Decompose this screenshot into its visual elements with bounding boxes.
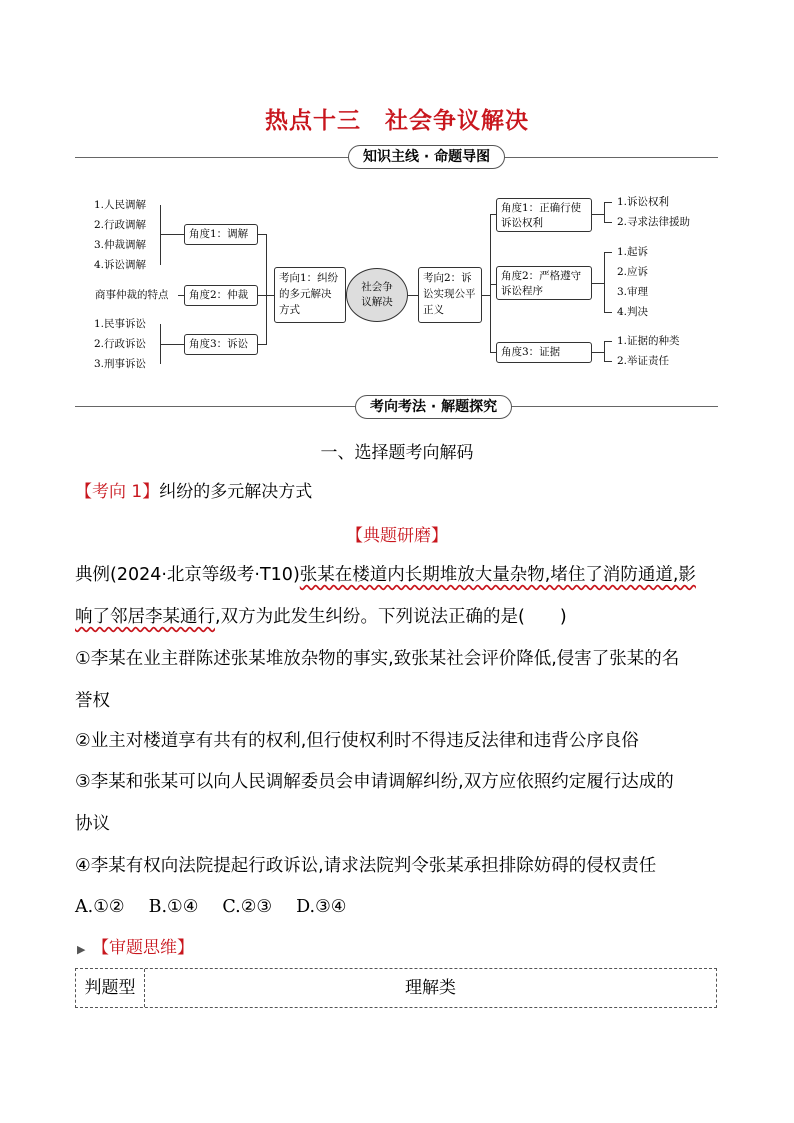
mindmap-item: 1.起诉 — [617, 246, 649, 258]
choices-row — [75, 886, 346, 928]
question-stem-underlined: 张某在楼道内长期堆放大量杂物,堵住了消防通道,影 — [299, 565, 696, 585]
kaoxiang-tag: 【考向 1】 — [75, 482, 160, 502]
analysis-row-value: 理解类 — [405, 978, 456, 998]
dianti-heading: 【典题研磨】 — [346, 526, 448, 546]
section-banner-exploration: 考向考法 · 解题探究 — [355, 395, 512, 419]
section-banner-knowledge: 知识主线 · 命题导图 — [348, 145, 505, 169]
mindmap-item: 1.证据的种类 — [617, 335, 680, 347]
option-1: ①李某在业主群陈述张某堆放杂物的事实,致张某社会评价降低,侵害了张某的名 — [75, 649, 680, 669]
kaoxiang-line — [75, 471, 312, 513]
page-title: 热点十三 社会争议解决 — [265, 108, 529, 134]
mindmap-item: 1.民事诉讼 — [94, 318, 147, 330]
mindmap-angle-box: 角度1：正确行使诉讼权利 — [496, 198, 592, 232]
mindmap-angle-box: 角度3：证据 — [496, 342, 592, 363]
kaoxiang-title: 纠纷的多元解决方式 — [159, 482, 313, 502]
analysis-row-label: 判题型 — [76, 969, 145, 1007]
option-3-cont: 协议 — [75, 814, 110, 834]
choice-d[interactable]: D.③④ — [296, 897, 347, 917]
mindmap-item: 4.判决 — [617, 306, 649, 318]
option-2: ②业主对楼道享有共有的权利,但行使权利时不得违反法律和违背公序良俗 — [75, 731, 639, 751]
mindmap-angle-box: 角度2：严格遵守诉讼程序 — [496, 266, 592, 300]
mindmap-item: 3.刑事诉讼 — [94, 358, 147, 370]
section-heading: 一、选择题考向解码 — [320, 443, 474, 463]
mindmap-item: 2.寻求法律援助 — [617, 216, 691, 228]
mind-map — [0, 0, 794, 390]
mindmap-center-label: 社会争议解决 — [361, 281, 393, 308]
mindmap-item: 2.行政调解 — [94, 219, 147, 231]
choice-a[interactable]: A.①② — [75, 897, 125, 917]
question-stem: ,双方为此发生纠纷。下列说法正确的是( ) — [215, 607, 567, 627]
choice-b[interactable]: B.①④ — [148, 897, 199, 917]
mindmap-angle-box: 角度3：诉讼 — [184, 334, 258, 355]
mindmap-direction-box: 考向2：诉讼实现公平正义 — [418, 267, 482, 323]
mindmap-item: 2.举证责任 — [617, 355, 670, 367]
mindmap-item: 4.诉讼调解 — [94, 259, 147, 271]
question-source: 典例(2024·北京等级考·T10) — [75, 565, 300, 585]
mindmap-item: 2.应诉 — [617, 266, 649, 278]
mindmap-direction-box: 考向1：纠纷的多元解决方式 — [274, 267, 346, 323]
option-1-cont: 誉权 — [75, 691, 110, 711]
option-3: ③李某和张某可以向人民调解委员会申请调解纠纷,双方应依照约定履行达成的 — [75, 772, 674, 792]
question-stem-underlined: 响了邻居李某通行 — [75, 607, 215, 627]
shenti-label: 【审题思维】 — [92, 938, 194, 958]
question-line-2 — [75, 596, 567, 638]
question-line-1 — [75, 554, 696, 596]
analysis-table — [75, 968, 717, 1008]
mindmap-item: 3.仲裁调解 — [94, 239, 147, 251]
choice-c[interactable]: C.②③ — [222, 897, 273, 917]
triangle-marker-icon: ▶ — [77, 943, 86, 956]
mindmap-item: 2.行政诉讼 — [94, 338, 147, 350]
mindmap-item: 1.诉讼权利 — [617, 196, 670, 208]
option-4: ④李某有权向法院提起行政诉讼,请求法院判令张某承担排除妨碍的侵权责任 — [75, 856, 657, 876]
mindmap-item: 3.审理 — [617, 286, 649, 298]
mindmap-item: 1.人民调解 — [94, 199, 147, 211]
mindmap-angle-box: 角度2：仲裁 — [184, 285, 258, 306]
mindmap-item: 商事仲裁的特点 — [95, 289, 169, 301]
mindmap-center — [346, 268, 408, 322]
mindmap-angle-box: 角度1：调解 — [184, 224, 258, 245]
